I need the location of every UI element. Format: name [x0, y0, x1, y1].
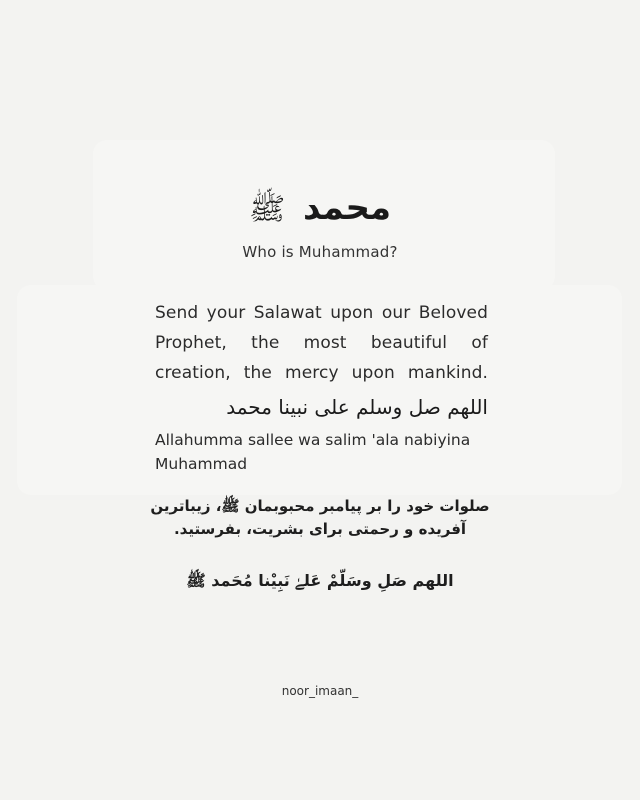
- persian-line-2: آفریده و رحمتی برای بشریت، بفرستید.: [173, 520, 467, 538]
- page-title: [0, 186, 640, 232]
- author-handle: noor_imaan_: [281, 684, 359, 698]
- transliteration: Allahumma sallee wa salim 'ala nabiyina Muhammad: [155, 431, 471, 473]
- persian-line-1: صلوات خود را بر پیامبر محبوبمان ﷺ، زیباترین: [150, 497, 490, 515]
- arabic-vocalized-salawat: اللهم صَلِ وسَلّمْ عَلےٰ نَبِيْنا مُحَمد ﷺ: [186, 571, 454, 590]
- persian-translation: [150, 495, 490, 541]
- pbuh-icon: ﷺ: [248, 192, 286, 227]
- subtitle: Who is Muhammad?: [242, 243, 398, 261]
- arabic-salawat: اللهم صل وسلم على نبينا محمد: [226, 395, 488, 419]
- salawat-message: Send your Salawat upon our Beloved Prophet, the most beautiful of creation, the mercy upon mankind.: [155, 303, 488, 383]
- title-arabic: محمد: [303, 188, 392, 228]
